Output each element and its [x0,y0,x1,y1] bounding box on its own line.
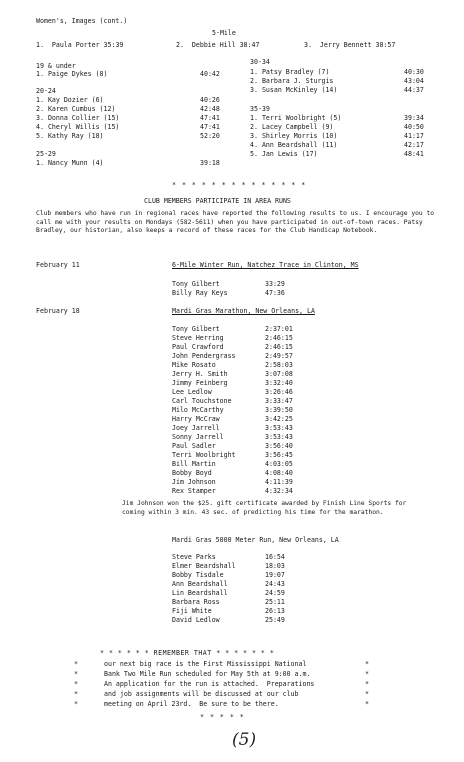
margin-star: * [365,690,369,698]
race-title: Mardi Gras 5000 Meter Run, New Orleans, LA [172,536,339,544]
runner-time: 25:49 [265,616,285,624]
group-title: 30-34 [250,58,270,66]
group-title: 35-39 [250,105,270,113]
runner-time: 2:58:03 [265,361,293,369]
runner-name: Lee Ledlow [172,388,212,396]
runner-name: Tony Gilbert [172,280,220,288]
result-row: 3. Susan McKinley (14) [250,86,338,94]
runner-name: John Pendergrass [172,352,236,360]
remember-line: An application for the run is attached. Preparations [104,680,315,688]
runner-name: Steve Parks [172,553,216,561]
runner-name: Bobby Boyd [172,469,212,477]
result-time: 42:17 [404,141,424,149]
runner-time: 2:46:15 [265,343,293,351]
runner-name: Carl Touchstone [172,397,232,405]
result-time: 40:26 [200,96,220,104]
runner-name: Sonny Jarrell [172,433,224,441]
runner-time: 3:53:43 [265,433,293,441]
result-row: 4. Cheryl Willis (15) [36,123,120,131]
runner-name: Lin Beardshall [172,589,228,597]
runner-name: Harry McCraw [172,415,220,423]
result-time: 47:41 [200,114,220,122]
marathon-note: Jim Johnson won the $25. gift certificate awarded by Finish Line Sports for coming within 3 min. 43 sec. of predicting his time for the marathon. [122,500,407,516]
runner-name: Elmer Beardshall [172,562,236,570]
remember-line: and job assignments will be discussed at our club [104,690,299,698]
group-title: 20-24 [36,87,56,95]
margin-star: * [365,660,369,668]
result-time: 48:41 [404,150,424,158]
result-time: 40:50 [404,123,424,131]
runner-time: 33:29 [265,280,285,288]
star-divider: * * * * * * * * * * * * * * [172,181,307,189]
top-result-1: 1. Paula Porter 35:39 [36,41,124,49]
result-row: 2. Lacey Campbell (9) [250,123,334,131]
five-mile-heading: 5-Mile [212,29,236,37]
runner-time: 18:03 [265,562,285,570]
runner-time: 2:49:57 [265,352,293,360]
result-time: 42:48 [200,105,220,113]
result-time: 52:20 [200,132,220,140]
result-row: 5. Kathy Ray (18) [36,132,104,140]
runner-time: 4:32:34 [265,487,293,495]
runner-name: Fiji White [172,607,212,615]
intro-paragraph: Club members who have run in regional races have reported the following results to us. I encourage you to call me with your results on Mondays (582-5611) when you have participated in out-of-town races. Patsy Bradley, our historian, also keeps a record of these races for the Club Handicap Notebook. [36,210,435,234]
runner-name: Terri Woolbright [172,451,236,459]
runner-name: Billy Ray Keys [172,289,228,297]
margin-star: * [365,700,369,708]
date-label: February 18 [36,307,80,315]
result-row: 5. Jan Lewis (17) [250,150,318,158]
runner-time: 26:13 [265,607,285,615]
runner-time: 3:32:40 [265,379,293,387]
result-row: 1. Kay Dozier (6) [36,96,104,104]
runner-name: Tony Gilbert [172,325,220,333]
runner-name: Jimmy Feinberg [172,379,228,387]
runner-time: 16:54 [265,553,285,561]
result-row: 2. Barbara J. Sturgis [250,77,334,85]
result-row: 3. Shirley Morris (10) [250,132,338,140]
runner-time: 3:42:25 [265,415,293,423]
date-label: February 11 [36,261,80,269]
runner-time: 19:07 [265,571,285,579]
runner-time: 47:36 [265,289,285,297]
result-time: 43:04 [404,77,424,85]
result-time: 39:34 [404,114,424,122]
top-result-3: 3. Jerry Bennett 38:57 [304,41,396,49]
runner-time: 4:03:05 [265,460,293,468]
result-row: 1. Terri Woolbright (5) [250,114,342,122]
result-time: 47:41 [200,123,220,131]
runner-name: Paul Sadler [172,442,216,450]
race-title: Mardi Gras Marathon, New Orleans, LA [172,307,315,315]
margin-star: * [365,680,369,688]
margin-star: * [74,660,78,668]
runner-time: 4:11:39 [265,478,293,486]
margin-star: * [74,670,78,678]
runner-time: 3:53:43 [265,424,293,432]
runner-name: Jim Johnson [172,478,216,486]
result-time: 39:18 [200,159,220,167]
runner-time: 24:59 [265,589,285,597]
runner-name: Ann Beardshall [172,580,228,588]
runner-name: Steve Herring [172,334,224,342]
runner-name: Milo McCarthy [172,406,224,414]
runner-name: Paul Crawford [172,343,224,351]
runner-name: Barbara Ross [172,598,220,606]
runner-name: Jerry H. Smith [172,370,228,378]
result-row: 2. Karen Cumbus (12) [36,105,116,113]
result-row: 1. Patsy Bradley (7) [250,68,330,76]
runner-time: 3:39:50 [265,406,293,414]
runner-name: Bill Martin [172,460,216,468]
remember-line: our next big race is the First Mississippi National [104,660,307,668]
group-title: 19 & under [36,62,76,70]
runner-time: 3:56:40 [265,442,293,450]
result-row: 1. Paige Dykes (8) [36,70,108,78]
margin-star: * [74,680,78,688]
runner-time: 2:37:01 [265,325,293,333]
runner-name: Rex Stamper [172,487,216,495]
header-title: Women's, Images (cont.) [36,17,128,25]
runner-time: 3:33:47 [265,397,293,405]
group-title: 25-29 [36,150,56,158]
remember-line: Bank Two Mile Run scheduled for May 5th at 9:00 a.m. [104,670,311,678]
result-row: 1. Nancy Munn (4) [36,159,104,167]
runner-time: 4:08:40 [265,469,293,477]
runner-time: 2:46:15 [265,334,293,342]
page-number: (5) [232,730,257,750]
top-result-2: 2. Debbie Hill 38:47 [176,41,260,49]
result-time: 44:37 [404,86,424,94]
margin-star: * [365,670,369,678]
result-time: 41:17 [404,132,424,140]
result-time: 40:42 [200,70,220,78]
runner-name: Joey Jarrell [172,424,220,432]
margin-star: * [74,690,78,698]
runner-name: Bobby Tisdale [172,571,224,579]
margin-star: * [74,700,78,708]
runner-name: David Ledlow [172,616,220,624]
runner-time: 3:26:46 [265,388,293,396]
remember-heading: * * * * * * REMEMBER THAT * * * * * * * [100,649,275,657]
runner-name: Mike Rosato [172,361,216,369]
result-row: 4. Ann Beardshall (11) [250,141,338,149]
remember-line: meeting on April 23rd. Be sure to be there. [104,700,279,708]
race-title: 6-Mile Winter Run, Natchez Trace in Clinton, MS [172,261,359,269]
result-row: 3. Donna Collier (15) [36,114,120,122]
remember-footer-stars: * * * * * [200,713,245,721]
runner-time: 3:56:45 [265,451,293,459]
section-title: CLUB MEMBERS PARTICIPATE IN AREA RUNS [144,197,291,205]
runner-time: 25:11 [265,598,285,606]
result-time: 40:30 [404,68,424,76]
runner-time: 3:07:08 [265,370,293,378]
runner-time: 24:43 [265,580,285,588]
